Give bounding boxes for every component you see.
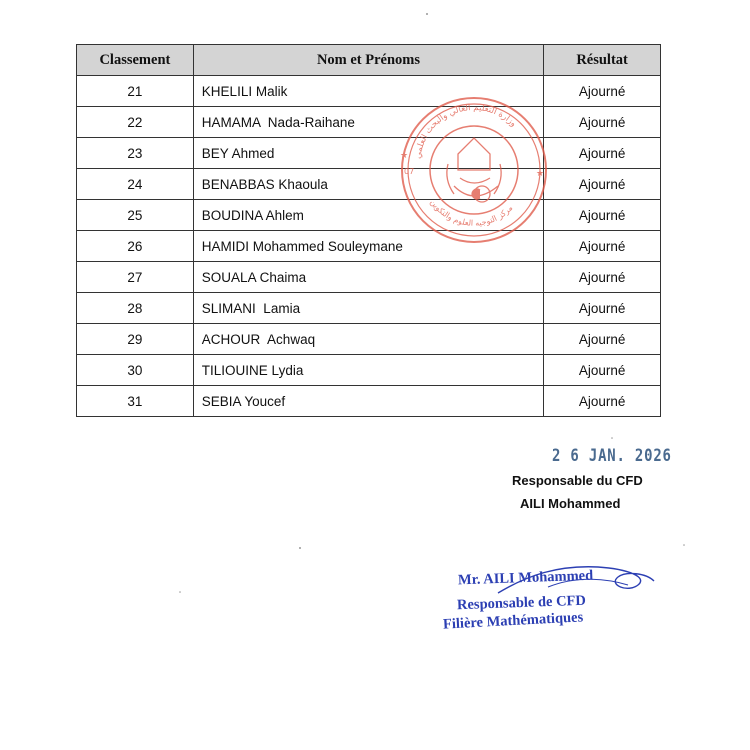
cell-rank: 25 bbox=[77, 200, 194, 231]
table-row bbox=[77, 231, 661, 262]
table-header-row bbox=[77, 45, 661, 76]
cell-name: BEY Ahmed bbox=[193, 138, 543, 169]
responsible-title: Responsable du CFD bbox=[512, 473, 643, 488]
table-row bbox=[77, 76, 661, 107]
table-row bbox=[77, 169, 661, 200]
cell-result: Ajourné bbox=[544, 324, 661, 355]
cell-result: Ajourné bbox=[544, 107, 661, 138]
svg-text:مركز التوجيه العلوم والتكوين: مركز التوجيه العلوم والتكوين bbox=[428, 197, 515, 228]
cell-result: Ajourné bbox=[544, 138, 661, 169]
signature-stamp bbox=[442, 565, 638, 645]
cell-rank: 23 bbox=[77, 138, 194, 169]
cell-name: HAMAMA Nada-Raihane bbox=[193, 107, 543, 138]
table-body bbox=[77, 76, 661, 417]
table-row bbox=[77, 324, 661, 355]
svg-text:وزارة التعليم العالي والبحث ال: وزارة التعليم العالي والبحث العلمي bbox=[413, 102, 519, 160]
table-row bbox=[77, 200, 661, 231]
cell-result: Ajourné bbox=[544, 293, 661, 324]
responsible-name: AILI Mohammed bbox=[520, 496, 621, 511]
cell-result: Ajourné bbox=[544, 169, 661, 200]
signature-line-title: Responsable de CFD bbox=[456, 592, 587, 614]
cell-rank: 29 bbox=[77, 324, 194, 355]
table-row bbox=[77, 355, 661, 386]
cell-name: SLIMANI Lamia bbox=[193, 293, 543, 324]
cell-rank: 27 bbox=[77, 262, 194, 293]
cell-name: BENABBAS Khaoula bbox=[193, 169, 543, 200]
date-stamp: 2 6 JAN. 2026 bbox=[552, 446, 672, 466]
results-table bbox=[76, 44, 661, 417]
signature-line-department: Filière Mathématiques bbox=[442, 609, 584, 633]
svg-text:★: ★ bbox=[400, 151, 409, 161]
table-row bbox=[77, 262, 661, 293]
svg-text:★: ★ bbox=[536, 169, 545, 179]
table-row bbox=[77, 293, 661, 324]
cell-rank: 30 bbox=[77, 355, 194, 386]
table-row bbox=[77, 138, 661, 169]
cell-rank: 26 bbox=[77, 231, 194, 262]
cell-name: SEBIA Youcef bbox=[193, 386, 543, 417]
header-result: Résultat bbox=[544, 45, 661, 76]
cell-rank: 22 bbox=[77, 107, 194, 138]
signature-line-name: Mr. AILI Mohammed bbox=[457, 567, 594, 589]
cell-result: Ajourné bbox=[544, 386, 661, 417]
cell-name: ACHOUR Achwaq bbox=[193, 324, 543, 355]
cell-result: Ajourné bbox=[544, 231, 661, 262]
cell-rank: 24 bbox=[77, 169, 194, 200]
cell-name: KHELILI Malik bbox=[193, 76, 543, 107]
cell-name: SOUALA Chaima bbox=[193, 262, 543, 293]
cell-rank: 31 bbox=[77, 386, 194, 417]
stamp-number: 07 bbox=[404, 167, 415, 176]
cell-rank: 28 bbox=[77, 293, 194, 324]
cell-rank: 21 bbox=[77, 76, 194, 107]
table-row bbox=[77, 107, 661, 138]
cell-name: TILIOUINE Lydia bbox=[193, 355, 543, 386]
header-name: Nom et Prénoms bbox=[193, 45, 543, 76]
cell-name: HAMIDI Mohammed Souleymane bbox=[193, 231, 543, 262]
cell-result: Ajourné bbox=[544, 200, 661, 231]
cell-result: Ajourné bbox=[544, 262, 661, 293]
cell-result: Ajourné bbox=[544, 355, 661, 386]
cell-name: BOUDINA Ahlem bbox=[193, 200, 543, 231]
header-rank: Classement bbox=[77, 45, 194, 76]
table-row bbox=[77, 386, 661, 417]
cell-result: Ajourné bbox=[544, 76, 661, 107]
